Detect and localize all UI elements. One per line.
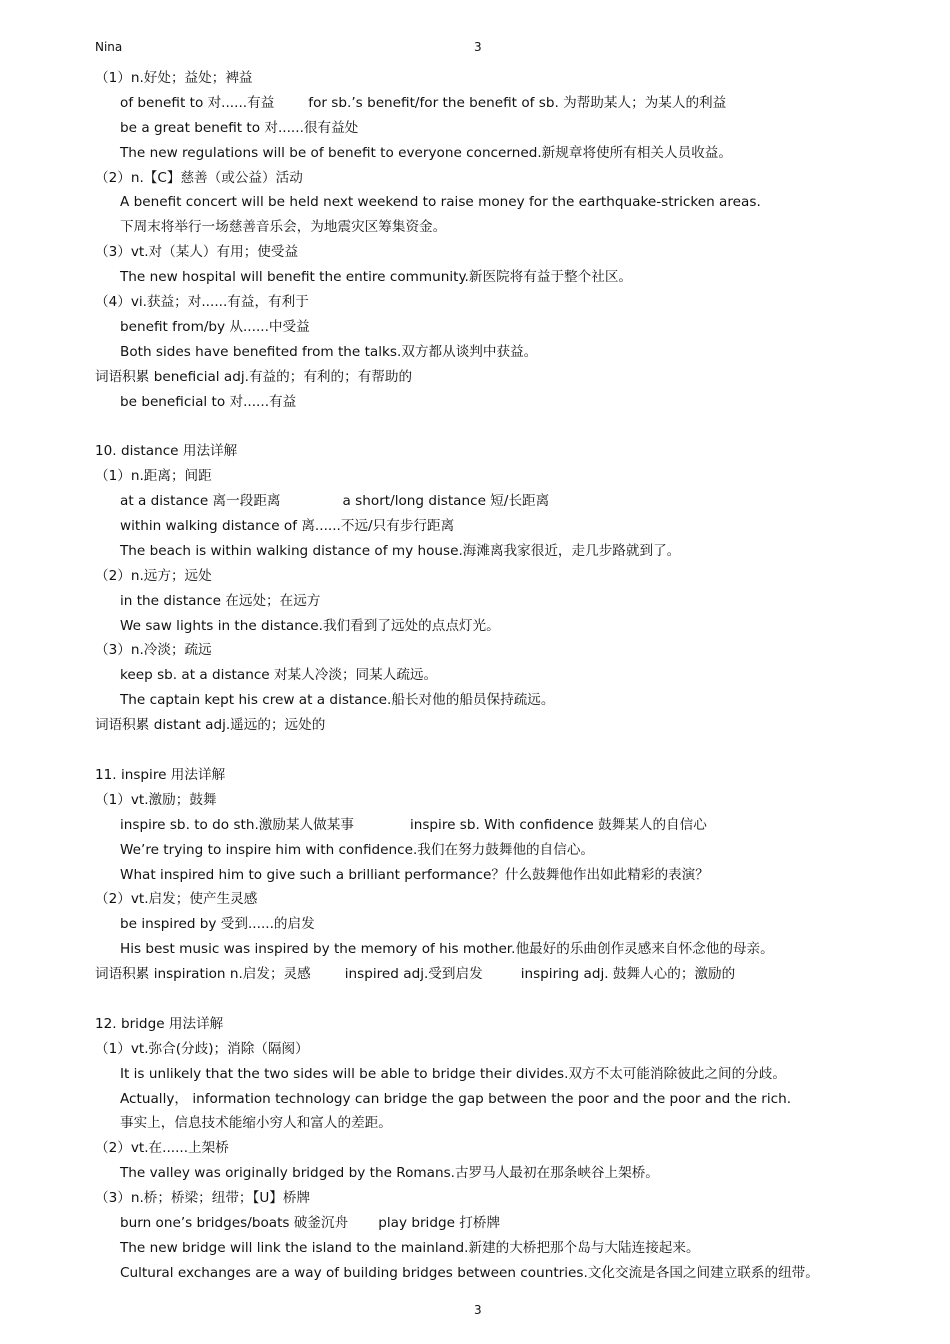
example-line <box>0 91 950 116</box>
line-text: burn one’s bridges/boats 破釜沉舟 <box>120 1214 349 1231</box>
line-text: （1）vt.激励；鼓舞 <box>95 791 217 808</box>
example-line <box>0 863 950 888</box>
blank-line <box>0 414 950 439</box>
line-text: 下周末将举行一场慈善音乐会，为地震灾区筹集资金。 <box>120 219 447 236</box>
example-line <box>0 937 950 962</box>
example-line <box>0 813 950 838</box>
example-line <box>0 1261 950 1286</box>
section-line <box>0 713 950 738</box>
line-text: keep sb. at a distance 对某人冷淡；同某人疏远。 <box>120 667 438 684</box>
example-line <box>0 514 950 539</box>
line-text: be a great benefit to 对......很有益处 <box>120 119 359 136</box>
header-page-number: 3 <box>474 40 482 54</box>
example-line <box>0 1111 950 1136</box>
line-text: （4）vi.获益；对......有益，有利于 <box>95 294 309 311</box>
sense-line <box>0 66 950 91</box>
line-text: The captain kept his crew at a distance.船长对他的船员保持疏远。 <box>120 692 555 709</box>
example-line <box>0 1062 950 1087</box>
line-text: It is unlikely that the two sides will be able to bridge their divides.双方不太可能消除彼此之间的分歧。 <box>120 1065 786 1082</box>
line-text: （1）vt.弥合(分歧)；消除（隔阂） <box>95 1040 309 1057</box>
sense-line <box>0 290 950 315</box>
line-text: inspire sb. to do sth.激励某人做某事 <box>120 816 354 833</box>
sense-line <box>0 240 950 265</box>
example-line <box>0 838 950 863</box>
line-text: （2）vt.启发；使产生灵感 <box>95 891 258 908</box>
line-text: 12. bridge 用法详解 <box>95 1015 224 1032</box>
line-text: （2）n.远方；远处 <box>95 567 212 584</box>
line-text: be inspired by 受到......的启发 <box>120 916 315 933</box>
example-line <box>0 315 950 340</box>
line-text: The beach is within walking distance of my house.海滩离我家很近，走几步路就到了。 <box>120 542 681 559</box>
example-line <box>0 663 950 688</box>
example-line <box>0 215 950 240</box>
blank-line <box>0 738 950 763</box>
blank-line <box>0 987 950 1012</box>
sense-line <box>0 1186 950 1211</box>
line-text: 词语积累 beneficial adj.有益的；有利的；有帮助的 <box>95 368 413 385</box>
header-author: Nina <box>95 40 123 54</box>
line-text: be beneficial to 对......有益 <box>120 393 297 410</box>
sense-line <box>0 887 950 912</box>
example-line <box>0 390 950 415</box>
sense-line <box>0 166 950 191</box>
line-text: （1）n.距离；间距 <box>95 468 212 485</box>
line-text: His best music was inspired by the memory of his mother.他最好的乐曲创作灵感来自怀念他的母亲。 <box>120 941 774 958</box>
line-text: of benefit to 对......有益 <box>120 94 275 111</box>
line-text: We saw lights in the distance.我们看到了远处的点点灯光。 <box>120 617 500 634</box>
line-text: Cultural exchanges are a way of building bridges between countries.文化交流是各国之间建立联系的纽带。 <box>120 1264 819 1281</box>
line-text: 事实上，信息技术能缩小穷人和富人的差距。 <box>120 1115 392 1132</box>
line-text: （1）n.好处；益处；裨益 <box>95 70 253 86</box>
sense-line <box>0 564 950 589</box>
line-text: 10. distance 用法详解 <box>95 443 238 460</box>
example-line <box>0 912 950 937</box>
example-line <box>0 539 950 564</box>
example-line <box>0 141 950 166</box>
line-text: inspiring adj. 鼓舞人心的；激励的 <box>520 966 736 983</box>
example-line <box>0 1236 950 1261</box>
example-line <box>0 116 950 141</box>
section-line <box>0 439 950 464</box>
example-line <box>0 1087 950 1112</box>
example-line <box>0 589 950 614</box>
example-line <box>0 614 950 639</box>
sense-line <box>0 1037 950 1062</box>
section-line <box>0 365 950 390</box>
example-line <box>0 1211 950 1236</box>
example-line <box>0 688 950 713</box>
section-line <box>0 962 950 987</box>
line-text: （2）n.【C】慈善（或公益）活动 <box>95 169 303 186</box>
example-line <box>0 1161 950 1186</box>
line-text: （3）n.桥；桥梁；纽带；【U】桥牌 <box>95 1190 311 1207</box>
sense-line <box>0 638 950 663</box>
line-text: within walking distance of 离......不远/只有步行距离 <box>120 518 455 535</box>
line-text: （3）n.冷淡；疏远 <box>95 642 212 659</box>
line-text: Both sides have benefited from the talks.双方都从谈判中获益。 <box>120 343 538 360</box>
example-line <box>0 340 950 365</box>
example-line <box>0 190 950 215</box>
line-text: inspired adj.受到启发 <box>344 966 483 983</box>
document-body <box>0 66 950 1286</box>
footer-page-number: 3 <box>474 1303 482 1317</box>
line-text: （3）vt.对（某人）有用；使受益 <box>95 244 299 261</box>
sense-line <box>0 464 950 489</box>
line-text: 词语积累 distant adj.遥远的；远处的 <box>95 717 326 734</box>
line-text: The new bridge will link the island to the mainland.新建的大桥把那个岛与大陆连接起来。 <box>120 1239 700 1256</box>
line-text: a short/long distance 短/长距离 <box>342 493 550 510</box>
example-line <box>0 489 950 514</box>
line-text: in the distance 在远处；在远方 <box>120 592 321 609</box>
line-text: （2）vt.在......上架桥 <box>95 1140 229 1157</box>
line-text: What inspired him to give such a brilliant performance？什么鼓舞他作出如此精彩的表演？ <box>120 866 709 883</box>
line-text: 11. inspire 用法详解 <box>95 766 226 783</box>
line-text: The valley was originally bridged by the Romans.古罗马人最初在那条峡谷上架桥。 <box>120 1165 659 1182</box>
line-text: 词语积累 inspiration n.启发；灵感 <box>95 966 311 983</box>
line-text: The new hospital will benefit the entire community.新医院将有益于整个社区。 <box>120 269 633 286</box>
line-text: benefit from/by 从......中受益 <box>120 318 310 335</box>
line-text: play bridge 打桥牌 <box>378 1214 501 1231</box>
section-line <box>0 763 950 788</box>
example-line <box>0 265 950 290</box>
line-text: A benefit concert will be held next weekend to raise money for the earthquake-stricken areas. <box>120 194 761 211</box>
line-text: for sb.’s benefit/for the benefit of sb. 为帮助某人；为某人的利益 <box>308 94 727 111</box>
line-text: inspire sb. With confidence 鼓舞某人的自信心 <box>409 816 707 833</box>
line-text: at a distance 离一段距离 <box>120 493 281 510</box>
sense-line <box>0 1136 950 1161</box>
line-text: The new regulations will be of benefit to everyone concerned.新规章将使所有相关人员收益。 <box>120 144 732 161</box>
line-text: Actually， information technology can bridge the gap between the poor and the poor and the rich. <box>120 1090 792 1107</box>
line-text: We’re trying to inspire him with confidence.我们在努力鼓舞他的自信心。 <box>120 841 595 858</box>
section-line <box>0 1012 950 1037</box>
sense-line <box>0 788 950 813</box>
